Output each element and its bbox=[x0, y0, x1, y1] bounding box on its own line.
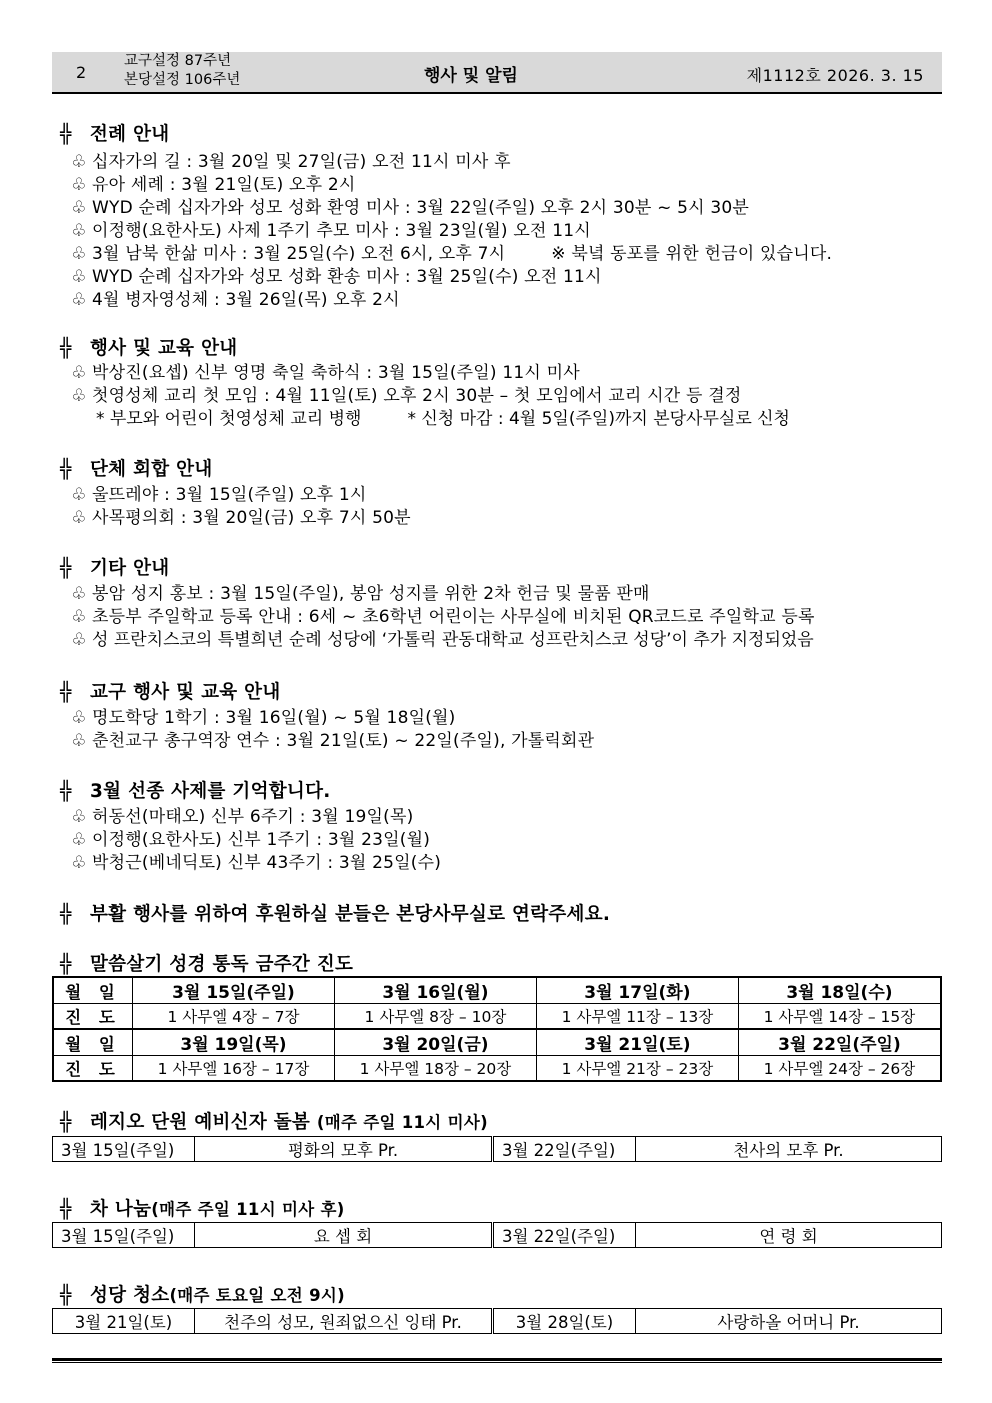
section-cleaning-heading bbox=[60, 1281, 345, 1307]
table-row bbox=[53, 1309, 942, 1334]
section-title: 레지오 단원 예비신자 돌봄 bbox=[90, 1112, 311, 1133]
row-label: 월 일 bbox=[53, 977, 133, 1004]
value-cell: 천사의 모후 Pr. bbox=[636, 1137, 942, 1162]
list-item bbox=[66, 625, 814, 650]
date-cell: 3월 18일(수) bbox=[738, 977, 941, 1004]
section-cross-icon: ╬ bbox=[60, 1285, 72, 1306]
reading-table bbox=[52, 976, 942, 1082]
list-item bbox=[66, 802, 413, 827]
progress-cell: 1 사무엘 14장 – 15장 bbox=[738, 1004, 941, 1030]
list-item bbox=[66, 480, 367, 505]
item-text: 이정행(요한사도) 신부 1주기 : 3월 23일(월) bbox=[92, 830, 431, 850]
date-cell: 3월 15일(주일) bbox=[53, 1137, 195, 1162]
value-cell: 요 셉 회 bbox=[195, 1223, 493, 1248]
list-item bbox=[66, 358, 580, 383]
item-text: 유아 세례 : 3월 21일(토) 오후 2시 bbox=[92, 175, 356, 195]
item-text: 3월 남북 한삶 미사 : 3월 25일(수) 오전 6시, 오후 7시 bbox=[92, 244, 506, 264]
item-text: 십자가의 길 : 3월 20일 및 27일(금) 오전 11시 미사 후 bbox=[92, 152, 511, 172]
value-cell: 천주의 성모, 원죄없으신 잉태 Pr. bbox=[195, 1309, 493, 1334]
section-note: (매주 주일 11시 미사 후) bbox=[151, 1200, 345, 1219]
offering-note: ※ 북녘 동포를 위한 헌금이 있습니다. bbox=[551, 244, 833, 264]
section-cross-icon: ╬ bbox=[60, 781, 72, 802]
table-row bbox=[53, 977, 941, 1004]
clover-bullet-icon: ♧ bbox=[71, 290, 87, 310]
list-item bbox=[66, 170, 356, 195]
list-item bbox=[66, 262, 602, 287]
section-cross-icon: ╬ bbox=[60, 459, 72, 480]
section-note: (매주 주일 11시 미사) bbox=[316, 1113, 488, 1132]
table-row bbox=[53, 1056, 941, 1082]
diocese-anniversary: 교구설정 87주년 bbox=[124, 53, 232, 69]
item-text: 명도학당 1학기 : 3월 16일(월) ~ 5월 18일(월) bbox=[92, 708, 456, 728]
clover-bullet-icon: ♧ bbox=[71, 607, 87, 627]
clover-bullet-icon: ♧ bbox=[71, 807, 87, 827]
clover-bullet-icon: ♧ bbox=[71, 830, 87, 850]
section-title: 교구 행사 및 교육 안내 bbox=[90, 682, 281, 703]
list-item bbox=[66, 602, 815, 627]
table-row bbox=[53, 1029, 941, 1056]
sub-note bbox=[96, 404, 790, 429]
item-text: 이정행(요한사도) 사제 1주기 추모 미사 : 3월 23일(월) 오전 11시 bbox=[92, 221, 591, 241]
date-cell: 3월 21일(토) bbox=[536, 1029, 738, 1056]
section-cross-icon: ╬ bbox=[60, 954, 72, 975]
note-text: * 부모와 어린이 첫영성체 교리 병행 bbox=[96, 409, 362, 429]
list-item bbox=[66, 147, 511, 172]
page-number: 2 bbox=[76, 63, 87, 82]
date-cell: 3월 28일(토) bbox=[493, 1309, 636, 1334]
item-text: WYD 순례 십자가와 성모 성화 환송 미사 : 3월 25일(수) 오전 11시 bbox=[92, 267, 602, 287]
table-row bbox=[53, 1137, 942, 1162]
section-title: 말씀살기 성경 통독 금주간 진도 bbox=[90, 954, 354, 975]
item-text: 봉암 성지 홍보 : 3월 15일(주일), 봉암 성지를 위한 2차 헌금 및 물품 판매 bbox=[92, 584, 650, 604]
clover-bullet-icon: ♧ bbox=[71, 508, 87, 528]
section-cross-icon: ╬ bbox=[60, 124, 72, 145]
section-title: 전례 안내 bbox=[90, 124, 170, 145]
clover-bullet-icon: ♧ bbox=[71, 630, 87, 650]
section-cross-icon: ╬ bbox=[60, 558, 72, 579]
anniversary-block bbox=[124, 52, 240, 90]
section-cross-icon: ╬ bbox=[60, 904, 72, 925]
clover-bullet-icon: ♧ bbox=[71, 386, 87, 406]
list-item bbox=[66, 703, 456, 728]
section-liturgy-heading bbox=[60, 120, 169, 146]
date-cell: 3월 19일(목) bbox=[133, 1029, 335, 1056]
section-title: 단체 회합 안내 bbox=[90, 459, 213, 480]
clover-bullet-icon: ♧ bbox=[71, 152, 87, 172]
section-title: 차 나눔 bbox=[90, 1199, 152, 1220]
section-cross-icon: ╬ bbox=[60, 1112, 72, 1133]
list-item bbox=[66, 216, 591, 241]
value-cell: 사랑하올 어머니 Pr. bbox=[636, 1309, 942, 1334]
progress-cell: 1 사무엘 16장 – 17장 bbox=[133, 1056, 335, 1082]
cleaning-table bbox=[52, 1308, 942, 1334]
parish-anniversary: 본당설정 106주년 bbox=[124, 72, 241, 88]
date-cell: 3월 17일(화) bbox=[536, 977, 738, 1004]
item-text: 박상진(요셉) 신부 영명 축일 축하식 : 3월 15일(주일) 11시 미사 bbox=[92, 363, 580, 383]
list-item bbox=[66, 825, 430, 850]
progress-cell: 1 사무엘 18장 – 20장 bbox=[334, 1056, 536, 1082]
date-cell: 3월 21일(토) bbox=[53, 1309, 195, 1334]
item-text: 성 프란치스코의 특별희년 순례 성당에 ‘가톨릭 관동대학교 성프란치스코 성당’이 추가 지정되었음 bbox=[92, 630, 814, 650]
clover-bullet-icon: ♧ bbox=[71, 363, 87, 383]
row-label: 월 일 bbox=[53, 1029, 133, 1056]
clover-bullet-icon: ♧ bbox=[71, 853, 87, 873]
clover-bullet-icon: ♧ bbox=[71, 485, 87, 505]
item-text: 울뜨레야 : 3월 15일(주일) 오후 1시 bbox=[92, 485, 367, 505]
item-text: 초등부 주일학교 등록 안내 : 6세 ~ 초6학년 어린이는 사무실에 비치된 QR코드로 주일학교 등록 bbox=[92, 607, 815, 627]
clover-bullet-icon: ♧ bbox=[71, 267, 87, 287]
section-cross-icon: ╬ bbox=[60, 682, 72, 703]
value-cell: 연 령 회 bbox=[636, 1223, 942, 1248]
item-text: 허동선(마태오) 신부 6주기 : 3월 19일(목) bbox=[92, 807, 414, 827]
progress-cell: 1 사무엘 4장 – 7장 bbox=[133, 1004, 335, 1030]
page-title: 행사 및 알림 bbox=[424, 66, 518, 86]
item-text: WYD 순례 십자가와 성모 성화 환영 미사 : 3월 22일(주일) 오후 2시 30분 ~ 5시 30분 bbox=[92, 198, 750, 218]
clover-bullet-icon: ♧ bbox=[71, 244, 87, 264]
list-item bbox=[66, 726, 594, 751]
section-title: 행사 및 교육 안내 bbox=[90, 338, 238, 359]
value-cell: 평화의 모후 Pr. bbox=[195, 1137, 493, 1162]
section-tea-heading bbox=[60, 1195, 345, 1221]
tea-table bbox=[52, 1222, 942, 1248]
list-item bbox=[66, 848, 441, 873]
table-row bbox=[53, 1223, 942, 1248]
footer-rule bbox=[52, 1358, 942, 1363]
section-cross-icon: ╬ bbox=[60, 1199, 72, 1220]
clover-bullet-icon: ♧ bbox=[71, 221, 87, 241]
row-label: 진 도 bbox=[53, 1056, 133, 1082]
item-text: 사목평의회 : 3월 20일(금) 오후 7시 50분 bbox=[92, 508, 411, 528]
date-cell: 3월 22일(주일) bbox=[493, 1223, 636, 1248]
progress-cell: 1 사무엘 8장 – 10장 bbox=[334, 1004, 536, 1030]
progress-cell: 1 사무엘 11장 – 13장 bbox=[536, 1004, 738, 1030]
section-events-heading bbox=[60, 334, 237, 360]
clover-bullet-icon: ♧ bbox=[71, 731, 87, 751]
date-cell: 3월 22일(주일) bbox=[738, 1029, 941, 1056]
date-cell: 3월 16일(월) bbox=[334, 977, 536, 1004]
item-text: 4월 병자영성체 : 3월 26일(목) 오후 2시 bbox=[92, 290, 400, 310]
section-legio-heading bbox=[60, 1108, 488, 1134]
section-easter-heading bbox=[60, 900, 610, 926]
page-header bbox=[52, 52, 942, 94]
section-note: (매주 토요일 오전 9시) bbox=[169, 1286, 345, 1305]
section-cross-icon: ╬ bbox=[60, 338, 72, 359]
list-item bbox=[66, 285, 400, 310]
progress-cell: 1 사무엘 24장 – 26장 bbox=[738, 1056, 941, 1082]
section-memorial-heading bbox=[60, 777, 331, 803]
list-item bbox=[66, 503, 411, 528]
list-item bbox=[66, 381, 741, 406]
section-title: 3월 선종 사제를 기억합니다. bbox=[90, 781, 331, 802]
item-text: 첫영성체 교리 첫 모임 : 4월 11일(토) 오후 2시 30분 – 첫 모임에서 교리 시간 등 결정 bbox=[92, 386, 742, 406]
issue-info: 제1112호 2026. 3. 15 bbox=[746, 66, 924, 85]
section-reading-heading bbox=[60, 950, 353, 976]
list-item bbox=[66, 193, 749, 218]
clover-bullet-icon: ♧ bbox=[71, 584, 87, 604]
list-item bbox=[66, 579, 650, 604]
row-label: 진 도 bbox=[53, 1004, 133, 1030]
date-cell: 3월 15일(주일) bbox=[53, 1223, 195, 1248]
date-cell: 3월 15일(주일) bbox=[133, 977, 335, 1004]
date-cell: 3월 22일(주일) bbox=[493, 1137, 636, 1162]
list-item bbox=[66, 239, 832, 264]
section-diocese-heading bbox=[60, 678, 281, 704]
section-other-heading bbox=[60, 554, 169, 580]
clover-bullet-icon: ♧ bbox=[71, 198, 87, 218]
section-title: 성당 청소 bbox=[90, 1285, 170, 1306]
note-text: * 신청 마감 : 4월 5일(주일)까지 본당사무실로 신청 bbox=[407, 409, 790, 429]
legio-table bbox=[52, 1136, 942, 1162]
progress-cell: 1 사무엘 21장 – 23장 bbox=[536, 1056, 738, 1082]
date-cell: 3월 20일(금) bbox=[334, 1029, 536, 1056]
clover-bullet-icon: ♧ bbox=[71, 175, 87, 195]
section-groups-heading bbox=[60, 455, 213, 481]
section-title: 기타 안내 bbox=[90, 558, 170, 579]
table-row bbox=[53, 1004, 941, 1030]
section-title: 부활 행사를 위하여 후원하실 분들은 본당사무실로 연락주세요. bbox=[90, 904, 611, 925]
item-text: 춘천교구 총구역장 연수 : 3월 21일(토) ~ 22일(주일), 가톨릭회관 bbox=[92, 731, 595, 751]
clover-bullet-icon: ♧ bbox=[71, 708, 87, 728]
item-text: 박청근(베네딕토) 신부 43주기 : 3월 25일(수) bbox=[92, 853, 442, 873]
